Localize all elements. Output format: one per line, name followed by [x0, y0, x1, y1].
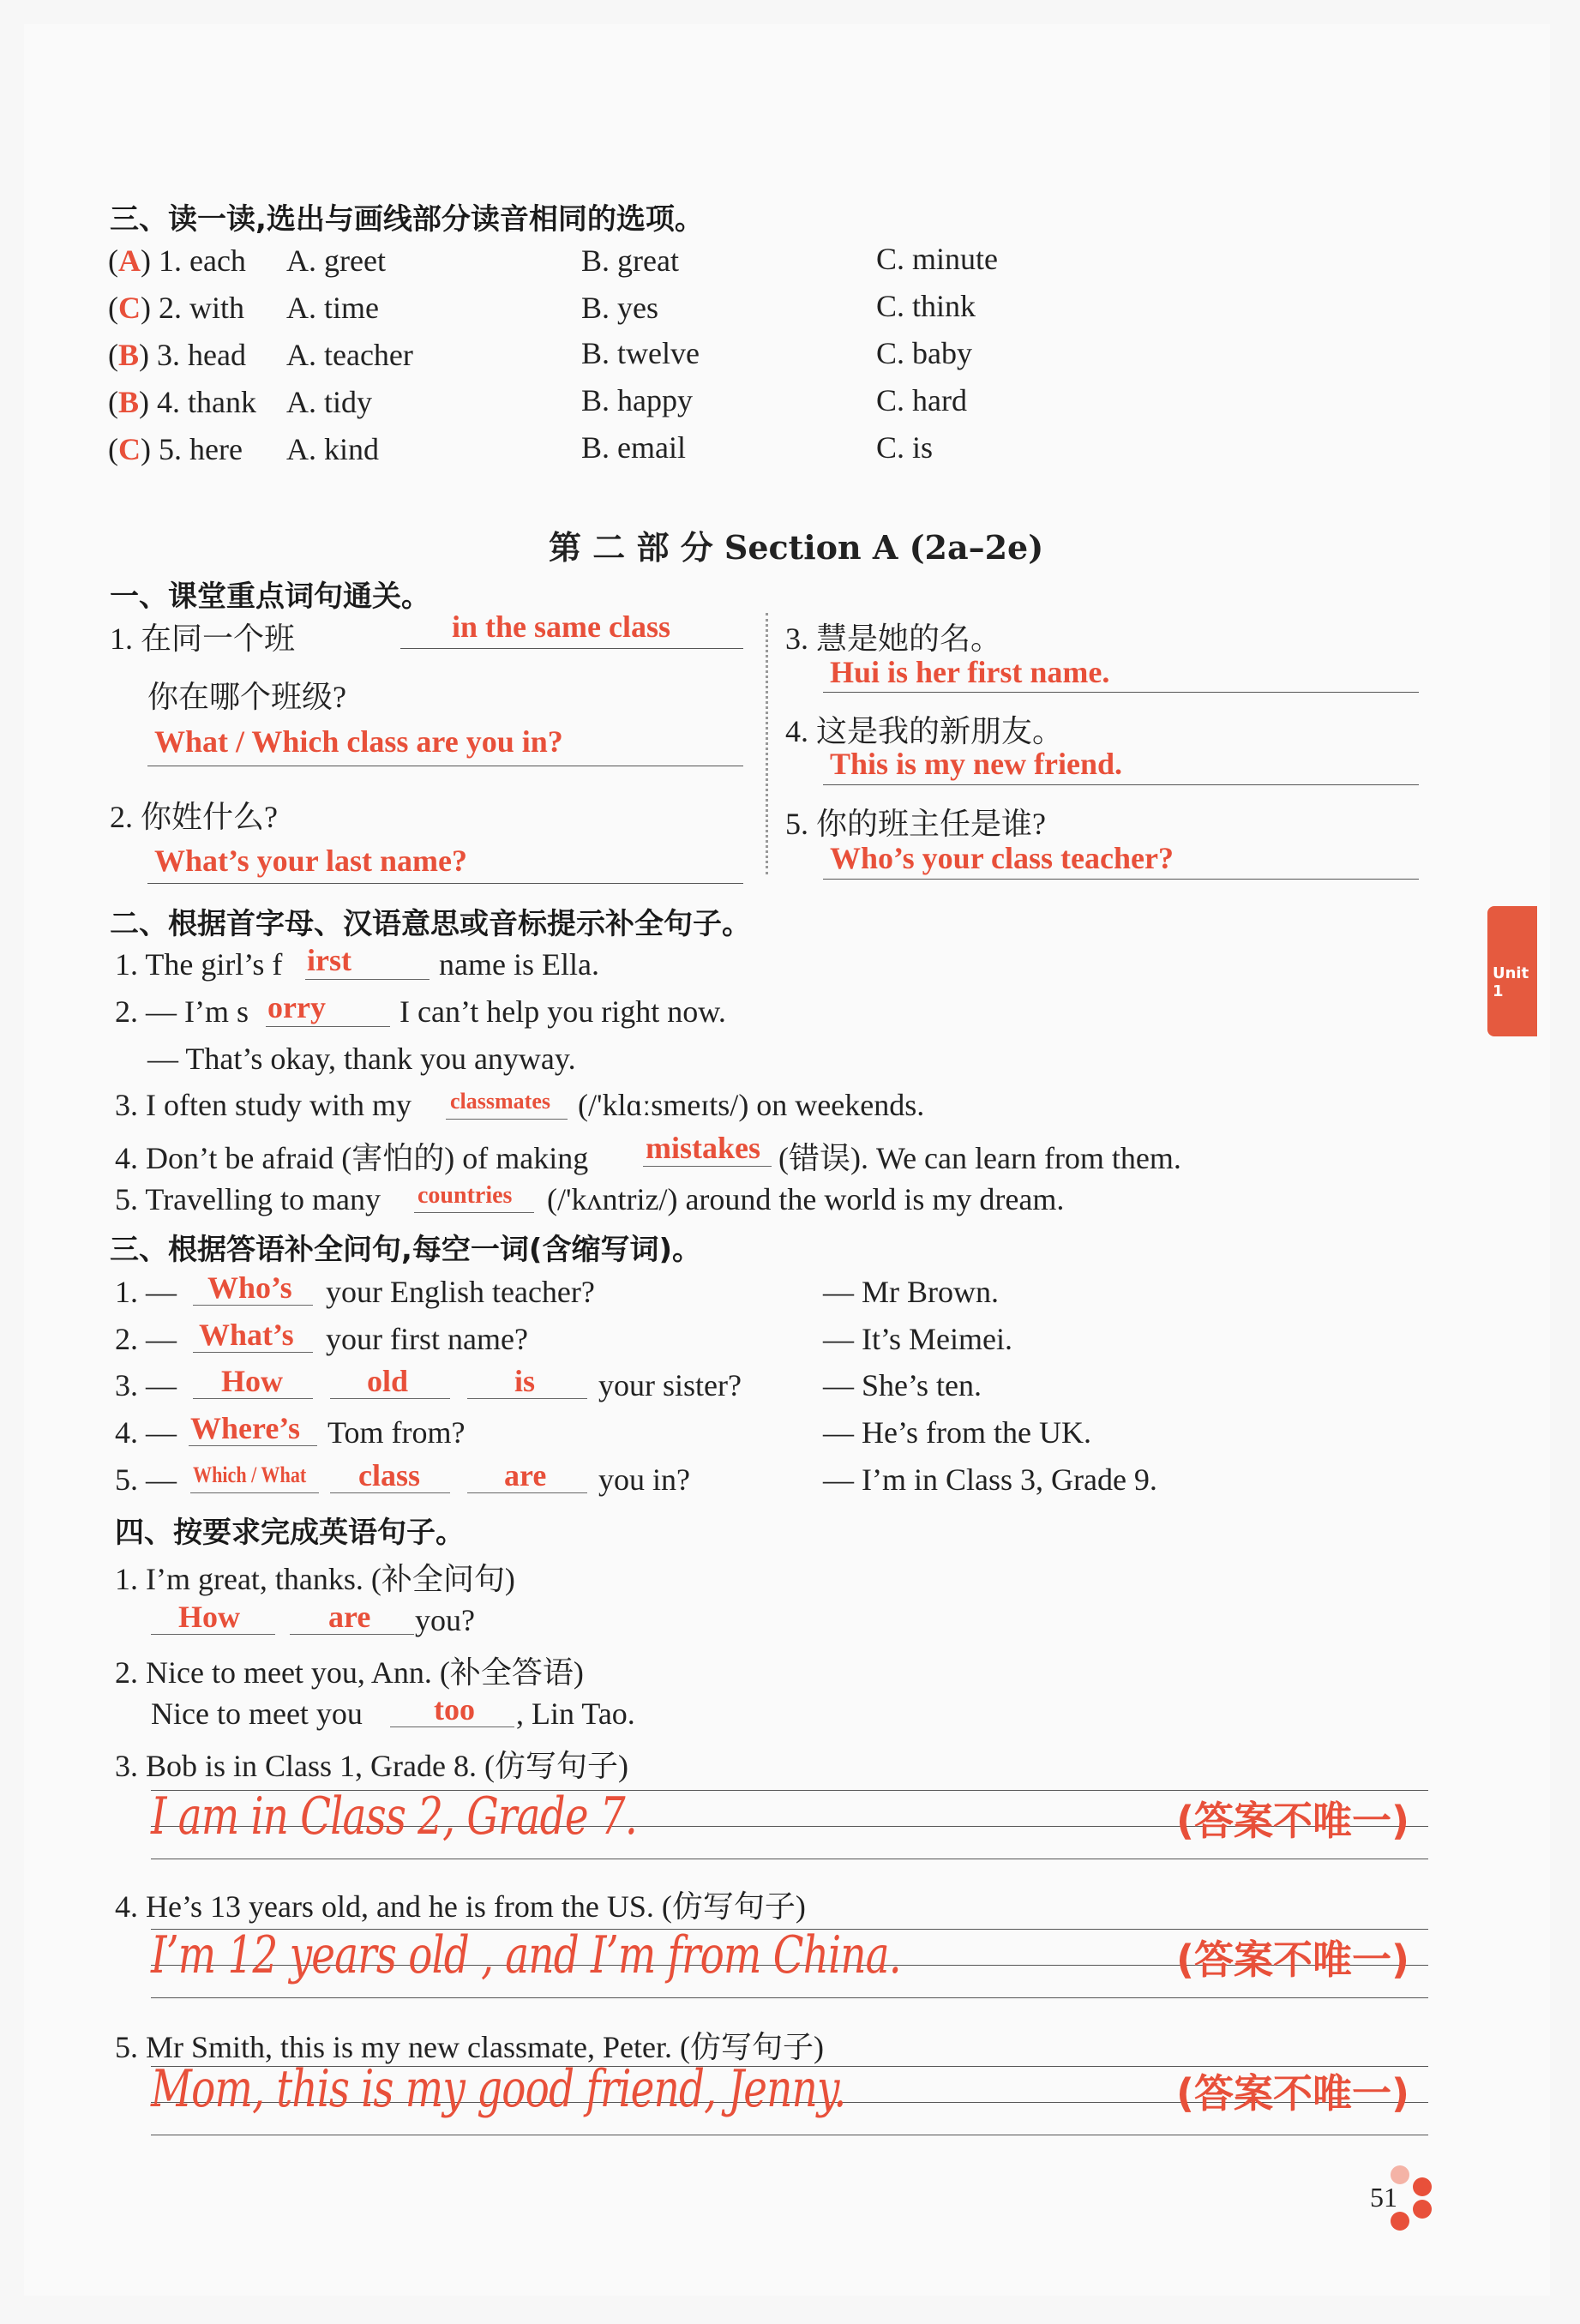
task-2-start: Nice to meet you — [151, 1696, 363, 1731]
blank-line — [414, 1212, 534, 1213]
option-c: C. minute — [876, 242, 998, 276]
sentence-3-start: 3. I often study with my — [115, 1088, 412, 1122]
blank-line — [193, 1398, 313, 1399]
answer-row-2: (C) 2. with — [108, 291, 245, 325]
option-b: B. happy — [581, 383, 693, 417]
question-number: 5. — [159, 432, 182, 466]
option-a: A. tidy — [286, 385, 373, 419]
q-row-3-reply: — She’s ten. — [823, 1368, 982, 1402]
q-row-3-rest: your sister? — [598, 1368, 742, 1402]
phrase-a4: This is my new friend. — [830, 747, 1123, 781]
q-row-2-reply: — It’s Meimei. — [823, 1322, 1012, 1356]
blank-line — [290, 1634, 414, 1635]
sentence-1-end: name is Ella. — [439, 947, 599, 982]
question-word: with — [189, 291, 245, 325]
task-3-prompt: 3. Bob is in Class 1, Grade 8. (仿写句子) — [115, 1749, 628, 1783]
option-a: A. teacher — [286, 338, 413, 372]
q-row-2-rest: your first name? — [326, 1322, 528, 1356]
question-word: thank — [188, 385, 256, 419]
q-row-5-num: 5. — — [115, 1462, 177, 1497]
phrase-a3: Hui is her first name. — [830, 655, 1110, 689]
sentence-1-answer: irst — [307, 943, 351, 977]
question-word: head — [188, 338, 246, 372]
option-b: B. twelve — [581, 336, 700, 370]
writing-line — [151, 1997, 1428, 1998]
blank-line — [193, 1305, 313, 1306]
task-1-end: you? — [415, 1603, 475, 1637]
column-divider — [766, 613, 768, 874]
blank-line — [193, 1352, 313, 1353]
task-1-answer-1: How — [178, 1600, 240, 1634]
answer-line — [147, 883, 743, 884]
option-c: C. hard — [876, 383, 967, 417]
blank-line — [390, 1726, 514, 1727]
blank-line — [643, 1166, 772, 1167]
phrase-q1b: 你在哪个班级? — [147, 680, 346, 714]
q-row-1-num: 1. — — [115, 1275, 177, 1309]
sentence-5-start: 5. Travelling to many — [115, 1182, 381, 1216]
page-number: 51 — [1370, 2182, 1397, 2213]
q-row-3-answer-1: How — [221, 1364, 283, 1398]
answer-line — [823, 879, 1419, 880]
section-heading-questions: 三、根据答语补全问句,每空一词(含缩写词)。 — [110, 1233, 701, 1267]
answer-row-5: (C) 5. here — [108, 432, 243, 466]
option-a: A. greet — [286, 243, 386, 278]
task-1-prompt: 1. I’m great, thanks. (补全问句) — [115, 1562, 515, 1596]
task-2-end: , Lin Tao. — [516, 1696, 635, 1731]
phrase-a5: Who’s your class teacher? — [830, 841, 1174, 875]
sentence-4-end: (错误). We can learn from them. — [778, 1141, 1181, 1175]
task-5-note: (答案不唯一) — [1176, 2070, 1410, 2117]
answer-letter: C — [118, 432, 141, 466]
q-row-3-answer-2: old — [367, 1364, 409, 1398]
task-3-note: (答案不唯一) — [1176, 1798, 1410, 1844]
option-a: A. time — [286, 291, 379, 325]
task-3-handwritten-answer: I am in Class 2, Grade 7. — [151, 1787, 637, 1847]
unit-tab-label: Unit 1 — [1493, 964, 1529, 1000]
blank-line — [467, 1492, 587, 1493]
sentence-4-answer: mistakes — [646, 1131, 760, 1165]
option-c: C. think — [876, 289, 976, 323]
sentence-1-start: 1. The girl’s f — [115, 947, 283, 982]
part-title: 第 二 部 分 Section A (2a–2e) — [549, 528, 1044, 567]
option-b: B. yes — [581, 291, 658, 325]
sentence-3-end: (/'klɑːsmeɪts/) on weekends. — [578, 1088, 925, 1122]
answer-letter: C — [118, 291, 141, 325]
q-row-4-num: 4. — — [115, 1415, 177, 1450]
q-row-4-answer: Where’s — [190, 1411, 300, 1445]
q-row-4-reply: — He’s from the UK. — [823, 1415, 1091, 1450]
q-row-1-answer: Who’s — [207, 1270, 292, 1305]
phrase-q2: 2. 你姓什么? — [110, 800, 278, 834]
option-a: A. kind — [286, 432, 379, 466]
answer-row-3: (B) 3. head — [108, 338, 246, 372]
phrase-a1b: What / Which class are you in? — [154, 724, 563, 759]
answer-line — [400, 648, 743, 649]
option-b: B. great — [581, 243, 679, 278]
q-row-3-answer-3: is — [514, 1364, 536, 1398]
task-4-handwritten-answer: I’m 12 years old , and I’m from China. — [151, 1925, 901, 1985]
task-2-prompt: 2. Nice to meet you, Ann. (补全答语) — [115, 1655, 584, 1690]
answer-letter: B — [118, 338, 140, 372]
sentence-5-answer: countries — [418, 1182, 513, 1209]
task-4-prompt: 4. He’s 13 years old, and he is from the US. (仿写句子) — [115, 1889, 806, 1924]
section-heading-complete-english: 四、按要求完成英语句子。 — [115, 1516, 465, 1550]
question-word: here — [189, 432, 243, 466]
blank-line — [189, 1445, 317, 1446]
answer-row-4: (B) 4. thank — [108, 385, 256, 419]
blank-line — [151, 1634, 275, 1635]
q-row-1-reply: — Mr Brown. — [823, 1275, 999, 1309]
blank-line — [305, 979, 430, 980]
task-1-answer-2: are — [328, 1600, 371, 1634]
q-row-4-rest: Tom from? — [327, 1415, 466, 1450]
sentence-2-answer: orry — [267, 990, 326, 1024]
option-c: C. is — [876, 430, 934, 465]
section-heading-complete-sentences: 二、根据首字母、汉语意思或音标提示补全句子。 — [110, 907, 751, 941]
phrase-a2: What’s your last name? — [154, 844, 468, 878]
sentence-5-end: (/'kʌntriz/) around the world is my dream. — [547, 1182, 1065, 1216]
section-heading-key-phrases: 一、课堂重点词句通关。 — [110, 579, 430, 614]
blank-line — [330, 1398, 450, 1399]
q-row-2-num: 2. — — [115, 1322, 177, 1356]
phrase-q3: 3. 慧是她的名。 — [785, 622, 1002, 656]
section-heading-reading: 三、读一读,选出与画线部分读音相同的选项。 — [110, 202, 704, 237]
question-number: 4. — [157, 385, 181, 419]
task-5-handwritten-answer: Mom, this is my good friend, Jenny. — [151, 2059, 846, 2119]
answer-line — [823, 784, 1419, 785]
phrase-q1: 1. 在同一个班 — [110, 622, 296, 656]
task-5-prompt: 5. Mr Smith, this is my new classmate, Peter. (仿写句子) — [115, 2030, 824, 2064]
sentence-4-start: 4. Don’t be afraid (害怕的) of making — [115, 1141, 589, 1175]
answer-row-1: (A) 1. each — [108, 243, 246, 278]
sentence-2-end: I can’t help you right now. — [400, 994, 726, 1029]
task-2-answer: too — [434, 1692, 475, 1726]
question-number: 2. — [159, 291, 182, 325]
question-number: 1. — [159, 243, 182, 278]
q-row-2-answer: What’s — [199, 1318, 294, 1352]
sentence-2-reply: — That’s okay, thank you anyway. — [147, 1042, 576, 1076]
option-c: C. baby — [876, 336, 972, 370]
q-row-5-reply: — I’m in Class 3, Grade 9. — [823, 1462, 1157, 1497]
blank-line — [266, 1026, 390, 1027]
blank-line — [190, 1492, 319, 1493]
answer-letter: B — [118, 385, 140, 419]
answer-line — [823, 692, 1419, 693]
unit-side-tab — [1487, 906, 1537, 1036]
q-row-5-answer-3: are — [504, 1458, 547, 1492]
q-row-5-answer-1: Which / What — [193, 1462, 307, 1487]
sentence-3-answer: classmates — [450, 1089, 550, 1114]
q-row-3-num: 3. — — [115, 1368, 177, 1402]
phrase-q5: 5. 你的班主任是谁? — [785, 807, 1046, 841]
question-number: 3. — [157, 338, 181, 372]
phrase-a1: in the same class — [452, 610, 670, 644]
answer-letter: A — [118, 243, 141, 278]
q-row-1-rest: your English teacher? — [326, 1275, 595, 1309]
blank-line — [467, 1398, 587, 1399]
blank-line — [330, 1492, 450, 1493]
blank-line — [446, 1119, 568, 1120]
option-b: B. email — [581, 430, 686, 465]
q-row-5-rest: you in? — [598, 1462, 690, 1497]
question-word: each — [189, 243, 246, 278]
q-row-5-answer-2: class — [358, 1458, 420, 1492]
task-4-note: (答案不唯一) — [1176, 1937, 1410, 1983]
sentence-2-start: 2. — I’m s — [115, 994, 249, 1029]
phrase-q4: 4. 这是我的新朋友。 — [785, 714, 1064, 748]
